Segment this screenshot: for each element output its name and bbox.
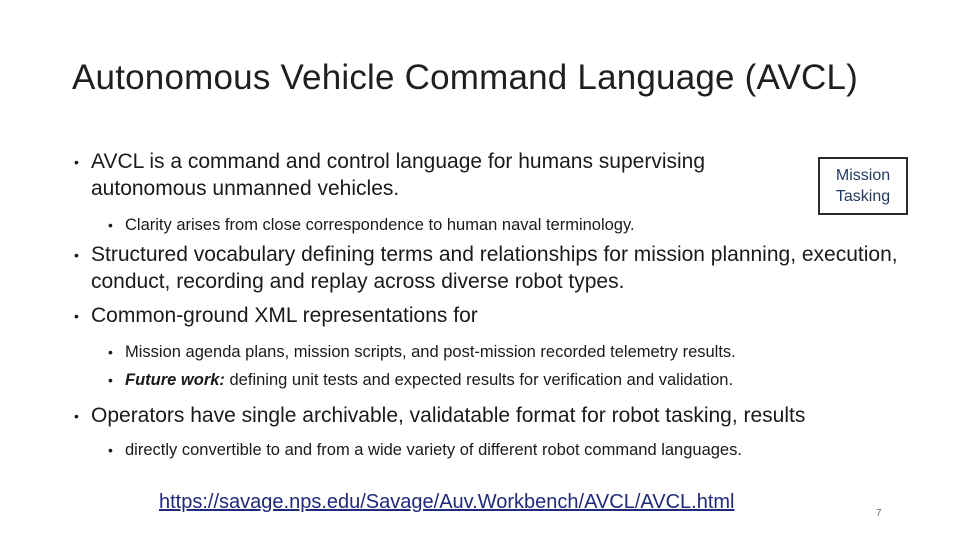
bullet-item (74, 241, 934, 295)
tag-line-2: Tasking (835, 188, 891, 205)
bullet-marker: • (74, 408, 79, 424)
tag-line-1: Mission (835, 167, 891, 184)
bullet-item (74, 402, 934, 429)
bullet-marker: • (74, 247, 79, 263)
bullet-text: Clarity arises from close correspondence to human naval terminology. (125, 216, 635, 234)
bullet-marker: • (108, 372, 113, 388)
bullet-text: Structured vocabulary defining terms and relationships for mission planning, execution, conduct, recording and replay across diverse robot types. (91, 243, 898, 293)
bullet-marker: • (74, 308, 79, 324)
bullet-marker: • (108, 217, 113, 233)
bullet-marker: • (74, 154, 79, 170)
avcl-reference-link[interactable]: https://savage.nps.edu/Savage/Auv.Workbench/AVCL/AVCL.html (159, 491, 735, 513)
sub-bullet-item (108, 439, 934, 461)
bullet-marker: • (108, 442, 113, 458)
page-number: 7 (876, 508, 882, 519)
future-work-label: Future work: (125, 371, 225, 389)
bullet-text: Operators have single archivable, validatable format for robot tasking, results (91, 404, 806, 427)
bullet-list (74, 148, 934, 461)
slide-title: Autonomous Vehicle Command Language (AVCL) (72, 58, 858, 97)
bullet-item (74, 148, 781, 202)
bullet-text: Mission agenda plans, mission scripts, and post-mission recorded telemetry results. (125, 343, 736, 361)
sub-bullet-item (108, 369, 934, 391)
bullet-text: Common-ground XML representations for (91, 304, 478, 327)
bullet-text: defining unit tests and expected results for verification and validation. (224, 371, 734, 389)
bullet-item (74, 302, 934, 329)
bullet-text: directly convertible to and from a wide variety of different robot command languages. (125, 441, 742, 459)
bullet-marker: • (108, 344, 113, 360)
sub-bullet-item (108, 341, 934, 363)
sub-bullet-item (108, 214, 934, 236)
bullet-text: AVCL is a command and control language for humans supervising autonomous unmanned vehicles. (91, 150, 706, 200)
